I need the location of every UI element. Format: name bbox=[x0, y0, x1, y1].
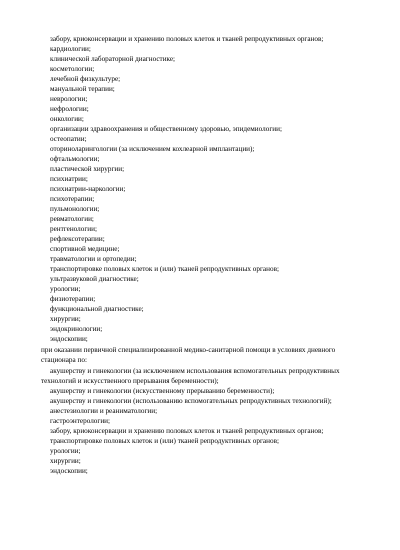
list-item: травматологии и ортопедии; bbox=[50, 255, 137, 263]
section-heading-continuation: стационара по: bbox=[41, 356, 87, 364]
list-item: эндоскопии; bbox=[50, 467, 88, 475]
list-item: психотерапии; bbox=[50, 195, 95, 203]
list-item: онкологии; bbox=[50, 115, 84, 123]
list-item: эндокринологии; bbox=[50, 325, 103, 333]
list-item: рефлексотерапии; bbox=[50, 235, 105, 243]
list-item: кардиологии; bbox=[50, 45, 91, 53]
list-item: косметологии; bbox=[50, 65, 95, 73]
list-item: физиотерапии; bbox=[50, 295, 96, 303]
list-item: транспортировке половых клеток и (или) тканей репродуктивных органов; bbox=[50, 437, 279, 445]
list-item: пластической хирургии; bbox=[50, 165, 125, 173]
list-item: пульмонологии; bbox=[50, 205, 100, 213]
list-item: акушерству и гинекологии (искусственному прерыванию беременности); bbox=[50, 387, 275, 395]
list-item: мануальной терапии; bbox=[50, 85, 115, 93]
list-item: рентгенологии; bbox=[50, 225, 97, 233]
list-item: акушерству и гинекологии (за исключением использования вспомогательных репродуктивных bbox=[50, 367, 340, 375]
list-item: организации здравоохранения и общественному здоровью, эпидемиологии; bbox=[50, 125, 282, 133]
list-item: гастроэнтерологии; bbox=[50, 417, 111, 425]
list-item: лечебной физкультуре; bbox=[50, 75, 121, 83]
list-item: функциональной диагностике; bbox=[50, 305, 144, 313]
list-item: анестезиологии и реаниматологии; bbox=[50, 407, 158, 415]
list-item: хирургии; bbox=[50, 457, 81, 465]
list-item: ультразвуковой диагностике; bbox=[50, 275, 139, 283]
list-item: нефрологии; bbox=[50, 105, 89, 113]
list-item: транспортировке половых клеток и (или) тканей репродуктивных органов; bbox=[50, 265, 279, 273]
list-item: урологии; bbox=[50, 285, 81, 293]
list-item: клинической лабораторной диагностике; bbox=[50, 55, 176, 63]
list-item-continuation: технологий и искусственного прерывания беременности); bbox=[41, 377, 219, 385]
list-item: психиатрии-наркологии; bbox=[50, 185, 126, 193]
section-heading: при оказании первичной специализированной медико-санитарной помощи в условиях дневного bbox=[41, 346, 336, 354]
list-item: ревматологии; bbox=[50, 215, 94, 223]
list-item: оториноларингологии (за исключением кохлеарной имплантации); bbox=[50, 145, 255, 153]
list-item: эндоскопии; bbox=[50, 335, 88, 343]
list-item: офтальмологии; bbox=[50, 155, 100, 163]
list-item: урологии; bbox=[50, 447, 81, 455]
list-item: хирургии; bbox=[50, 315, 81, 323]
list-item: акушерству и гинекологии (использованию вспомогательных репродуктивных технологий); bbox=[50, 397, 332, 405]
list-item: спортивной медицине; bbox=[50, 245, 120, 253]
list-item: неврологии; bbox=[50, 95, 88, 103]
list-item: забору, криоконсервации и хранению половых клеток и тканей репродуктивных органов; bbox=[50, 427, 324, 435]
list-item: остеопатии; bbox=[50, 135, 87, 143]
list-item: забору, криоконсервации и хранению половых клеток и тканей репродуктивных органов; bbox=[50, 35, 324, 43]
list-item: психиатрии; bbox=[50, 175, 88, 183]
